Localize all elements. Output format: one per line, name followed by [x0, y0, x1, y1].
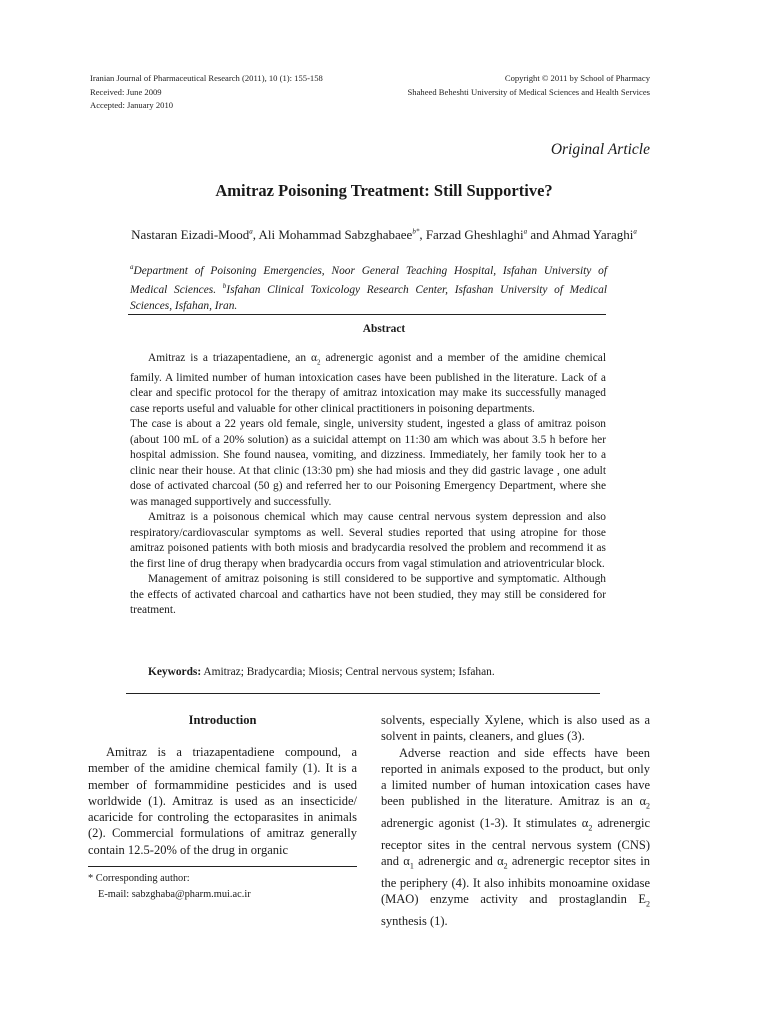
author-name: Farzad Gheshlaghi [425, 227, 524, 242]
author-affiliation-mark: a [523, 227, 528, 236]
publisher-line: Shaheed Beheshti University of Medical Sciences and Health Services [407, 86, 650, 97]
abstract-paragraph: The case is about a 22 years old female, single, university student, ingested a glass of amitraz poison (about 100 mL of a 20% solution) as a suicidal attempt on 11:30 am which was about 3.5 h before her hospital admission. She found nausea, vomiting, and dizziness. Immediately, her family took her to a clinic near their house. At that clinic (13:30 pm) she had miosis and they did gastric lavage , one adult dose of activated charcoal (50 g) and referred her to our Poisoning Emergency Department, where she was managed supportively and successfully. [130, 418, 606, 508]
right-column [381, 712, 650, 930]
corresponding-author-label: * Corresponding author: [88, 873, 190, 884]
affiliation-mark: a [130, 263, 134, 271]
author-name: Ali Mohammad Sabzghabaee [258, 227, 413, 242]
article-type: Original Article [550, 141, 650, 158]
author-affiliation-mark: b* [412, 227, 420, 236]
subscript: 2 [317, 358, 321, 367]
author-separator: , [419, 227, 426, 242]
abstract-body [130, 351, 606, 619]
author-separator: and [527, 227, 552, 242]
abstract-bottom-rule [126, 693, 600, 694]
author-name: Nastaran Eizadi-Mood [131, 227, 250, 242]
keywords [148, 666, 495, 678]
affiliations [130, 260, 607, 314]
author-email: E-mail: sabzghaba@pharm.mui.ac.ir [98, 889, 251, 900]
body-text: adrenergic receptor sites in the central nervous system (CNS) and α [381, 816, 650, 869]
body-text: synthesis (1). [381, 914, 448, 929]
paper-title: Amitraz Poisoning Treatment: Still Supportive? [215, 181, 553, 200]
body-paragraph: solvents, especially Xylene, which is also used as a solvent in paints, cleaners, and glues (3). [381, 713, 650, 744]
body-text: adrenergic and α [413, 854, 504, 869]
author-name: Ahmad Yaraghi [551, 227, 634, 242]
affiliation-a: Department of Poisoning Emergencies, Noor General Teaching Hospital, Isfahan University of Medical Sciences. [130, 264, 607, 297]
abstract-paragraph: Amitraz is a poisonous chemical which may cause central nervous system depression and also respiratory/cardiovascular symptoms as well. Several studies reported that using atropine for those amitraz poisoned patients with both miosis and bradycardia resolved the problem and recommend it as the first line of drug therapy when bradycardia occurs from vagal stimulation and atrioventricular block. [130, 511, 606, 570]
body-text: adrenergic agonist (1-3). It stimulates α [381, 816, 589, 831]
abstract-paragraph [130, 351, 606, 417]
subscript: 1 [409, 861, 414, 871]
affiliation-b: Isfahan Clinical Toxicology Research Center, Isfashan University of Medical Sciences, Isfahan, Iran. [130, 284, 608, 312]
journal-header-left [90, 72, 323, 113]
author-separator: , [252, 227, 259, 242]
author-affiliation-mark: a [249, 227, 253, 236]
keywords-text: Amitraz; Bradycardia; Miosis; Central nervous system; Isfahan. [201, 666, 495, 678]
received-date: Received: June 2009 [90, 86, 162, 97]
accepted-date: Accepted: January 2010 [90, 100, 174, 110]
journal-header-right [408, 72, 650, 99]
journal-citation: Iranian Journal of Pharmaceutical Research (2011), 10 (1): 155-158 [90, 73, 323, 83]
subscript: 2 [646, 899, 650, 909]
abstract-text: adrenergic agonist and a member of the amidine chemical family. A limited number of human intoxication cases have been published in the literature. Lack of a clear and specific protocol for the therapy of amitraz intoxication may make its successfully managed case reports useful and valuable for other clinical practitioners in poisoning departments. [130, 352, 606, 415]
body-paragraph: Amitraz is a triazapentadiene compound, a member of the amidine chemical family (1). It is a member of formammidine pesticides and is used worldwide (1). Amitraz is used as an insecticide/ acaricide for controling the ectoparasites in animals (2). Commercial formulations of amitraz generally contain 12.5-20% of the drug in organic [88, 745, 357, 857]
author-affiliation-mark: a [633, 227, 637, 236]
subscript: 2 [588, 823, 593, 833]
left-column [88, 744, 357, 858]
abstract-paragraph: Management of amitraz poisoning is still considered to be supportive and symptomatic. Although the effects of activated charcoal and cathartics have not been studied, they may still be considered for treatment. [130, 573, 606, 617]
author-list [0, 227, 768, 243]
body-paragraph [381, 745, 650, 930]
affiliation-mark: b [222, 282, 227, 291]
introduction-heading: Introduction [188, 713, 257, 727]
body-text: Adverse reaction and side effects have been reported in animals exposed to the product, but only a limited number of human intoxication cases have been published in the literature. Amitraz is an α [381, 745, 650, 809]
abstract-top-rule [128, 314, 606, 315]
keywords-label: Keywords: [148, 666, 202, 678]
body-text: adrenergic receptor sites in the periphery (4). It also inhibits monoamine oxidase (MAO) enzyme activity and prostaglandin E [381, 854, 650, 907]
copyright-line: Copyright © 2011 by School of Pharmacy [504, 73, 650, 83]
footnote [88, 871, 251, 903]
subscript: 2 [503, 861, 508, 871]
abstract-heading: Abstract [362, 323, 406, 335]
subscript: 2 [646, 801, 650, 811]
footnote-rule [88, 866, 357, 867]
abstract-text: Amitraz is a triazapentadiene, an α [148, 352, 317, 364]
